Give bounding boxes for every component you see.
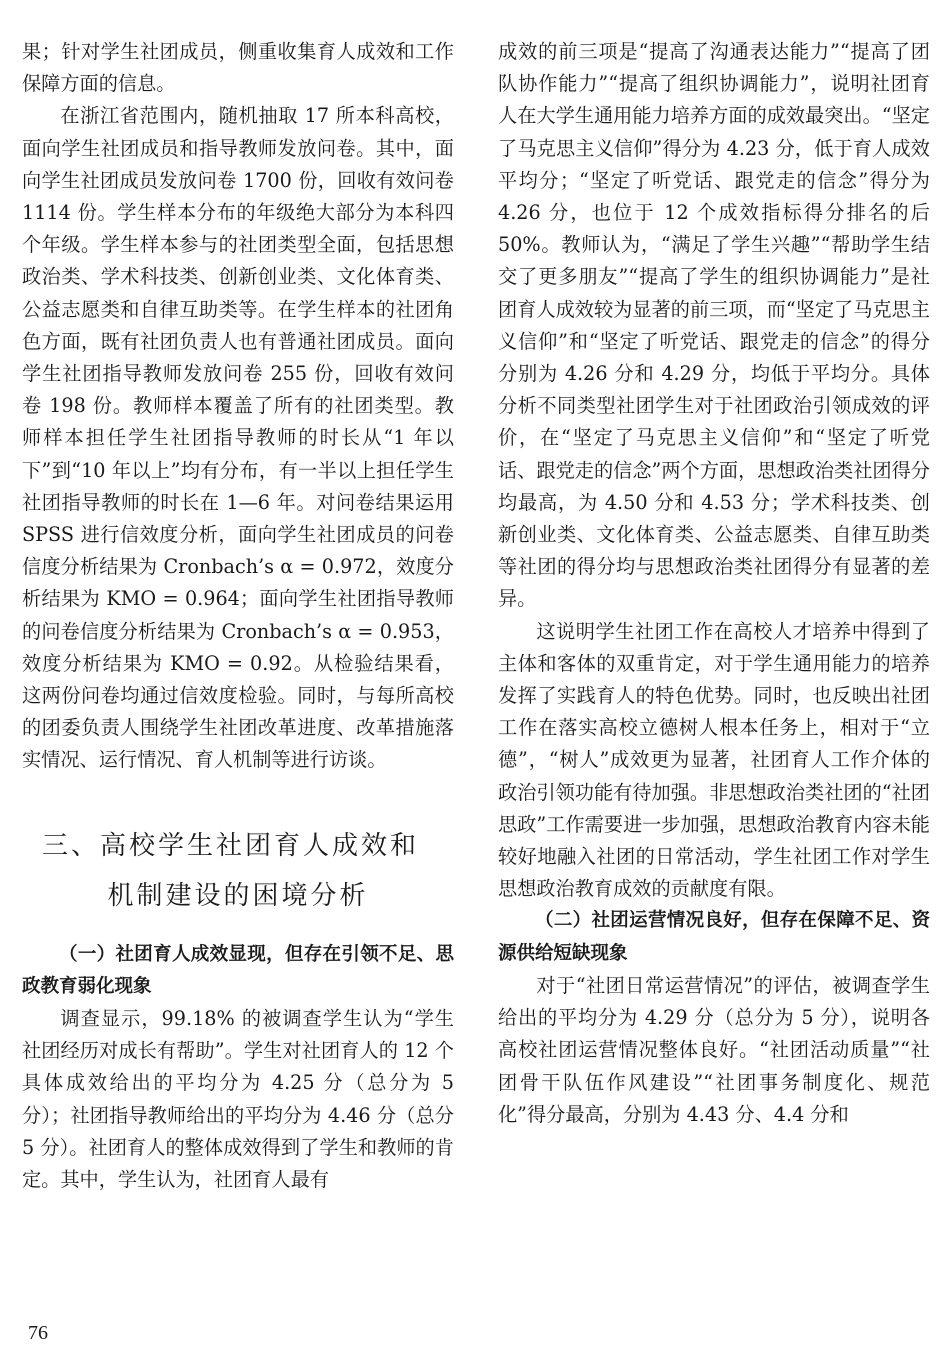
paragraph-continuation: 果；针对学生社团成员，侧重收集育人成效和工作保障方面的信息。: [22, 40, 454, 96]
section-title-line-1: 三、高校学生社团育人成效和: [42, 830, 420, 861]
page-number: 76: [28, 1322, 48, 1344]
subheading-1: （一）社团育人成效显现，但存在引领不足、思政教育弱化现象: [22, 943, 454, 997]
paragraph-survey-results: 调查显示，99.18% 的被调查学生认为“学生社团经历对成长有帮助”。学生对社团育人的 12 个具体成效给出的平均分为 4.25 分（总分为 5 分）；社团指导教师给出的平均分为 4.46 分（总分 5 分）。社团育人的整体成效得到了学生和教师的肯定。其中，学生认为，社团育人最有: [22, 1007, 454, 1192]
paragraph-operations: 对于“社团日常运营情况”的评估，被调查学生给出的平均分为 4.29 分（总分为 5 分），说明各高校社团运营情况整体良好。“社团活动质量”“社团骨干队伍作风建设”“社团事务制度化、规范化”得分最高，分别为 4.43 分、4.4 分和: [498, 973, 930, 1126]
paragraph-survey-method: 在浙江省范围内，随机抽取 17 所本科高校，面向学生社团成员和指导教师发放问卷。其中，面向学生社团成员发放问卷 1700 份，回收有效问卷 1114 份。学生样本分布的年级绝大部分为本科四个年级。学生样本参与的社团类型全面，包括思想政治类、学术科技类、创新创业类、文化体育类、公益志愿类和自律互助类等。在学生样本的社团角色方面，既有社团负责人也有普通社团成员。面向学生社团指导教师发放问卷 255 份，回收有效问卷 198 份。教师样本覆盖了所有的社团类型。教师样本担任学生社团指导教师的时长从“1 年以下”到“10 年以上”均有分布，有一半以上担任学生社团指导教师的时长在 1—6 年。对问卷结果运用 SPSS 进行信效度分析，面向学生社团成员的问卷信度分析结果为 Cronbach’s α = 0.972，效度分析结果为 KMO = 0.964；面向学生社团指导教师的问卷信度分析结果为 Cronbach’s α = 0.953，效度分析结果为 KMO = 0.92。从检验结果看，这两份问卷均通过信效度检验。同时，与每所高校的团委负责人围绕学生社团改革进度、改革措施落实情况、运行情况、育人机制等进行访谈。: [22, 104, 454, 772]
paragraph-analysis: 这说明学生社团工作在高校人才培养中得到了主体和客体的双重肯定，对于学生通用能力的培养发挥了实践育人的特色优势。同时，也反映出社团工作在落实高校立德树人根本任务上，相对于“立德”，“树人”成效更为显著，社团育人工作介体的政治引领功能有待加强。非思想政治类社团的“社团思政”工作需要进一步加强，思想政治教育内容未能较好地融入社团的日常活动，学生社团工作对学生思想政治教育成效的贡献度有限。: [498, 619, 930, 901]
section-title-line-2: 机制建设的困境分析: [107, 880, 369, 911]
paragraph-effectiveness-ranking: 成效的前三项是“提高了沟通表达能力”“提高了团队协作能力”“提高了组织协调能力”，说明社团育人在大学生通用能力培养方面的成效最突出。“坚定了马克思主义信仰”得分为 4.23 分，低于育人成效平均分；“坚定了听党话、跟党走的信念”得分为 4.26 分，也位于 12 个成效指标得分排名的后 50%。教师认为，“满足了学生兴趣”“帮助学生结交了更多朋友”“提高了学生的组织协调能力”是社团育人成效较为显著的前三项，而“坚定了马克思主义信仰”和“坚定了听党话、跟党走的信念”的得分分别为 4.26 分和 4.29 分，均低于平均分。具体分析不同类型社团学生对于社团政治引领成效的评价，在“坚定了马克思主义信仰”和“坚定了听党话、跟党走的信念”两个方面，思想政治类社团得分均最高，为 4.50 分和 4.53 分；学术科技类、创新创业类、文化体育类、公益志愿类、自律互助类等社团的得分均与思想政治类社团得分有显著的差异。: [498, 40, 930, 611]
right-column: [498, 36, 930, 1131]
left-column: [22, 36, 454, 1196]
subheading-2: （二）社团运营情况良好，但存在保障不足、资源供给短缺现象: [498, 910, 930, 964]
